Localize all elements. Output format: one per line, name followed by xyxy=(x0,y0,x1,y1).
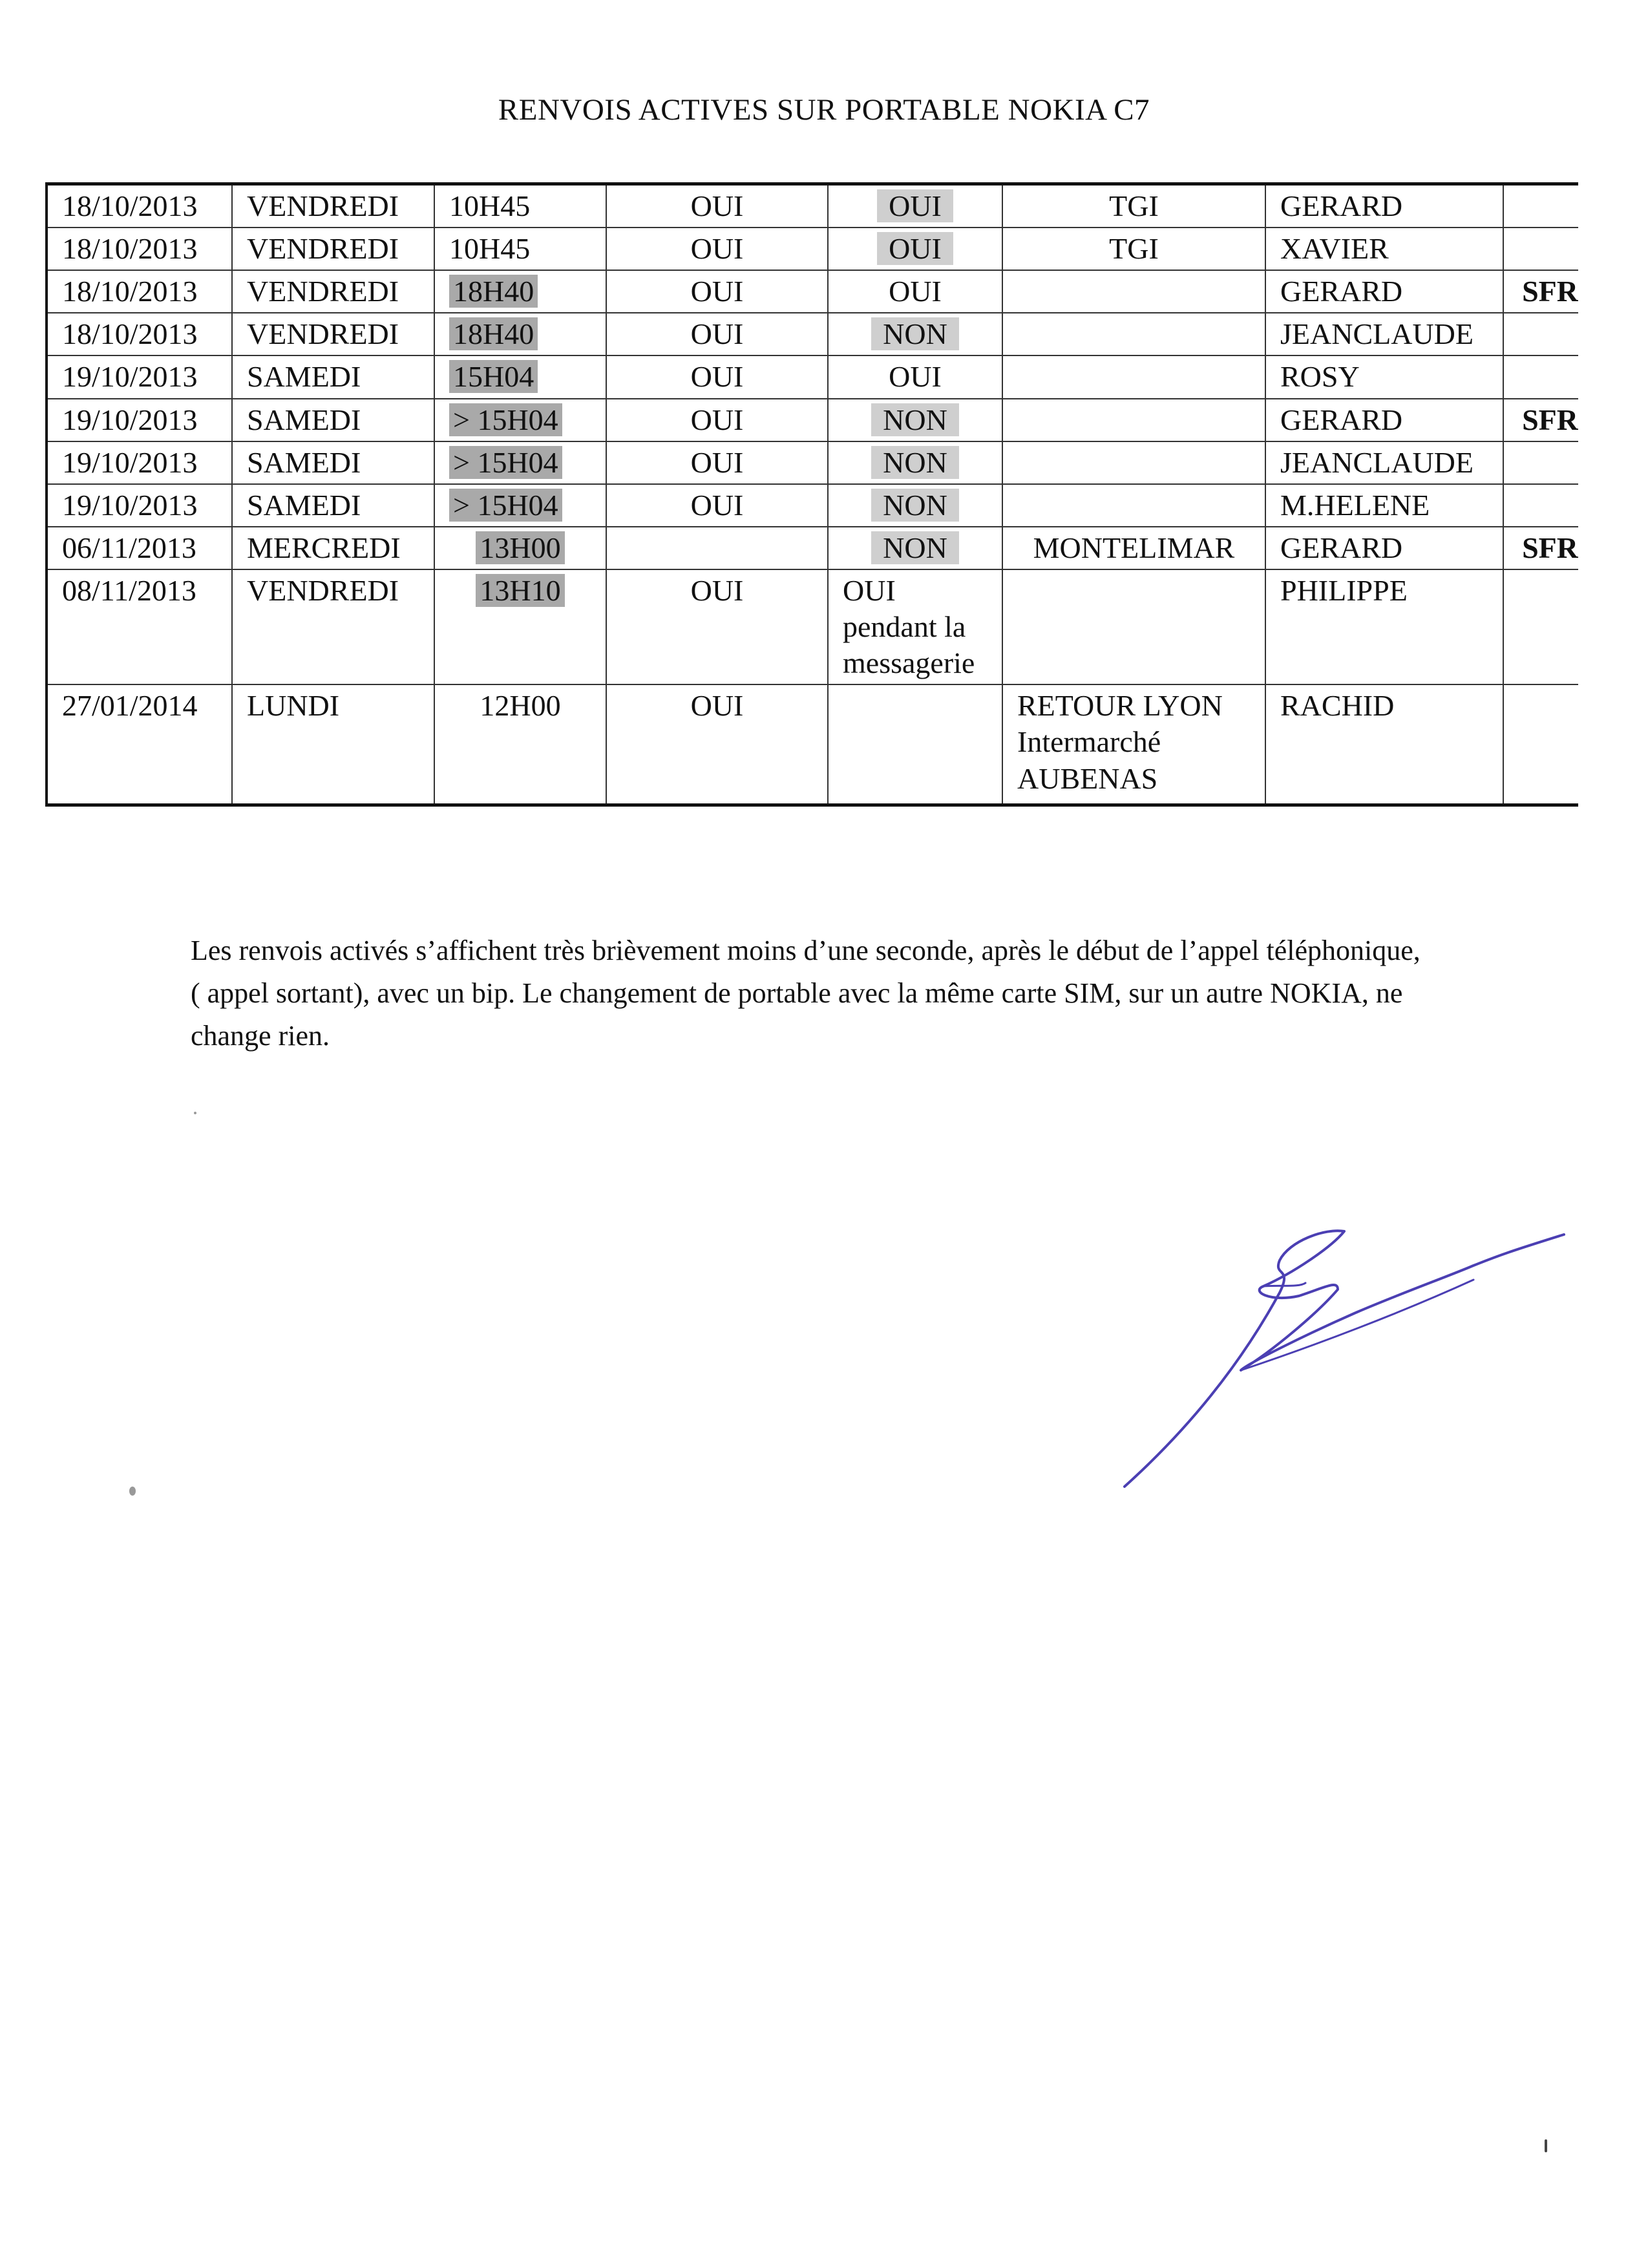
place-cell xyxy=(1002,355,1265,398)
day-cell: VENDREDI xyxy=(232,228,434,270)
date-cell: 27/01/2014 xyxy=(47,684,232,805)
place-cell xyxy=(1002,399,1265,441)
time-cell xyxy=(434,569,606,684)
date-cell: 18/10/2013 xyxy=(47,313,232,355)
day-cell: LUNDI xyxy=(232,684,434,805)
call-forwarding-table xyxy=(45,182,1578,807)
forward-cell xyxy=(828,441,1002,484)
time-cell xyxy=(434,441,606,484)
day-cell: VENDREDI xyxy=(232,184,434,228)
time-cell xyxy=(434,355,606,398)
operator-cell xyxy=(1503,313,1578,355)
day-cell: VENDREDI xyxy=(232,569,434,684)
date-cell: 19/10/2013 xyxy=(47,355,232,398)
forward-cell xyxy=(828,228,1002,270)
day-cell: SAMEDI xyxy=(232,355,434,398)
date-cell: 19/10/2013 xyxy=(47,484,232,527)
place-cell xyxy=(1002,270,1265,313)
place-cell xyxy=(1002,569,1265,684)
day-cell: SAMEDI xyxy=(232,441,434,484)
scan-speck xyxy=(194,1112,196,1114)
date-cell: 08/11/2013 xyxy=(47,569,232,684)
forward-cell xyxy=(828,569,1002,684)
place-cell: TGI xyxy=(1002,228,1265,270)
scan-speck xyxy=(129,1487,136,1496)
person-cell: GERARD xyxy=(1265,399,1503,441)
operator-cell xyxy=(1503,184,1578,228)
operator-cell: SFR xyxy=(1503,399,1578,441)
status-cell: OUI xyxy=(606,441,828,484)
highlight: 18H40 xyxy=(449,275,538,308)
day-cell: MERCREDI xyxy=(232,527,434,569)
forward-cell xyxy=(828,484,1002,527)
place-cell xyxy=(1002,441,1265,484)
operator-cell xyxy=(1503,228,1578,270)
time-cell: 10H45 xyxy=(434,228,606,270)
forward-cell: OUI xyxy=(828,355,1002,398)
forward-cell xyxy=(828,313,1002,355)
time-cell xyxy=(434,484,606,527)
date-cell: 18/10/2013 xyxy=(47,270,232,313)
table-row xyxy=(47,184,1578,228)
highlight: 18H40 xyxy=(449,317,538,350)
highlight: > 15H04 xyxy=(449,446,562,479)
operator-cell xyxy=(1503,441,1578,484)
table-row xyxy=(47,484,1578,527)
table-row xyxy=(47,527,1578,569)
forward-cell xyxy=(828,527,1002,569)
highlight: 13H00 xyxy=(476,531,564,564)
person-cell: RACHID xyxy=(1265,684,1503,805)
status-cell xyxy=(606,527,828,569)
status-cell: OUI xyxy=(606,684,828,805)
day-cell: VENDREDI xyxy=(232,313,434,355)
place-line: Intermarché xyxy=(1017,725,1161,759)
person-cell: PHILIPPE xyxy=(1265,569,1503,684)
operator-cell xyxy=(1503,355,1578,398)
date-cell: 18/10/2013 xyxy=(47,228,232,270)
time-cell: 10H45 xyxy=(434,184,606,228)
person-cell: M.HELENE xyxy=(1265,484,1503,527)
table-row xyxy=(47,355,1578,398)
page-title: RENVOIS ACTIVES SUR PORTABLE NOKIA C7 xyxy=(498,93,1150,127)
status-cell: OUI xyxy=(606,270,828,313)
operator-cell: SFR xyxy=(1503,527,1578,569)
highlight: NON xyxy=(871,531,959,564)
forward-cell xyxy=(828,684,1002,805)
highlight: OUI xyxy=(877,189,953,222)
date-cell: 19/10/2013 xyxy=(47,399,232,441)
highlight: NON xyxy=(871,489,959,522)
operator-cell xyxy=(1503,484,1578,527)
highlight: OUI xyxy=(877,232,953,265)
status-cell: OUI xyxy=(606,184,828,228)
person-cell: GERARD xyxy=(1265,270,1503,313)
day-cell: SAMEDI xyxy=(232,484,434,527)
highlight: > 15H04 xyxy=(449,489,562,522)
time-cell xyxy=(434,527,606,569)
place-line: RETOUR LYON xyxy=(1017,689,1223,723)
person-cell: JEANCLAUDE xyxy=(1265,313,1503,355)
person-cell: GERARD xyxy=(1265,527,1503,569)
place-cell xyxy=(1002,484,1265,527)
forward-line: messagerie xyxy=(843,646,975,680)
status-cell: OUI xyxy=(606,569,828,684)
scan-speck xyxy=(1545,2139,1547,2152)
highlight: > 15H04 xyxy=(449,403,562,436)
forward-line: OUI xyxy=(843,573,896,607)
person-cell: GERARD xyxy=(1265,184,1503,228)
status-cell: OUI xyxy=(606,228,828,270)
time-cell: 12H00 xyxy=(434,684,606,805)
operator-cell xyxy=(1503,684,1578,805)
place-cell: MONTELIMAR xyxy=(1002,527,1265,569)
highlight: 15H04 xyxy=(449,360,538,393)
table-row xyxy=(47,569,1578,684)
date-cell: 06/11/2013 xyxy=(47,527,232,569)
forward-cell: OUI xyxy=(828,270,1002,313)
date-cell: 18/10/2013 xyxy=(47,184,232,228)
note-paragraph: Les renvois activés s’affichent très brièvement moins d’une seconde, après le début de l’appel téléphonique, ( appel sortant), avec un bip. Le changement de portable avec la même carte SIM, sur un autre NOKIA, ne change rien. xyxy=(191,935,1421,1052)
forward-cell xyxy=(828,184,1002,228)
day-cell: VENDREDI xyxy=(232,270,434,313)
status-cell: OUI xyxy=(606,484,828,527)
status-cell: OUI xyxy=(606,355,828,398)
table-row xyxy=(47,228,1578,270)
date-cell: 19/10/2013 xyxy=(47,441,232,484)
handwritten-signature xyxy=(1112,1215,1577,1500)
table-row xyxy=(47,441,1578,484)
operator-cell: SFR xyxy=(1503,270,1578,313)
person-cell: ROSY xyxy=(1265,355,1503,398)
table-row xyxy=(47,313,1578,355)
person-cell: JEANCLAUDE xyxy=(1265,441,1503,484)
table-row xyxy=(47,684,1578,805)
highlight: NON xyxy=(871,446,959,479)
time-cell xyxy=(434,270,606,313)
time-cell xyxy=(434,399,606,441)
place-cell xyxy=(1002,684,1265,805)
operator-cell xyxy=(1503,569,1578,684)
forward-line: pendant la xyxy=(843,610,966,644)
highlight: NON xyxy=(871,403,959,436)
table-row xyxy=(47,399,1578,441)
time-cell xyxy=(434,313,606,355)
status-cell: OUI xyxy=(606,399,828,441)
place-line: AUBENAS xyxy=(1017,761,1158,795)
person-cell: XAVIER xyxy=(1265,228,1503,270)
day-cell: SAMEDI xyxy=(232,399,434,441)
place-cell: TGI xyxy=(1002,184,1265,228)
place-cell xyxy=(1002,313,1265,355)
highlight: 13H10 xyxy=(476,574,564,607)
status-cell: OUI xyxy=(606,313,828,355)
highlight: NON xyxy=(871,317,959,350)
forward-cell xyxy=(828,399,1002,441)
table-row xyxy=(47,270,1578,313)
